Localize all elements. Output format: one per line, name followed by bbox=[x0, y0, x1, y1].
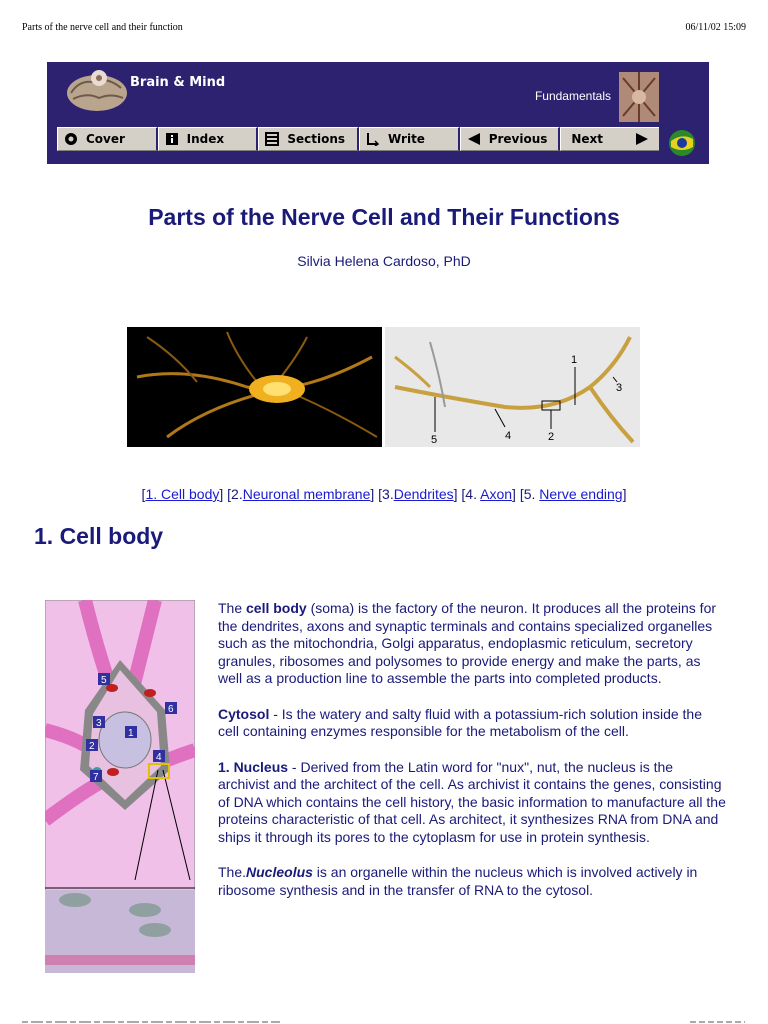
diagram-label-5: 5 bbox=[431, 434, 438, 446]
figure-label-5: 5 bbox=[101, 675, 107, 686]
paragraph-cell-body bbox=[218, 600, 726, 688]
cover-icon bbox=[64, 132, 78, 146]
paragraph-nucleus bbox=[218, 759, 726, 847]
print-header bbox=[22, 22, 746, 36]
arrow-left-icon bbox=[467, 132, 481, 146]
brand-title: Brain & Mind bbox=[130, 75, 226, 90]
neuron-diagram bbox=[385, 327, 640, 447]
page-title: Parts of the Nerve Cell and Their Functions bbox=[148, 204, 620, 230]
toc-text: [5. bbox=[519, 486, 540, 502]
toc-text: ] bbox=[370, 486, 379, 502]
section-label: Fundamentals bbox=[534, 89, 611, 103]
text: - Is the watery and salty fluid with a potassium-rich solution inside the cell containing enzymes responsible for the metabolism of the cell. bbox=[218, 705, 702, 739]
text: is an organelle within the nucleus which is involved actively in ribosome synthesis and in the transfer of RNA to the cytosol. bbox=[218, 864, 698, 898]
term-nucleus: 1. Nucleus bbox=[218, 758, 289, 775]
toc-link-nerve-ending[interactable]: Nerve ending bbox=[539, 486, 623, 502]
toc-text: ] bbox=[622, 486, 627, 502]
toc-text: ] bbox=[453, 486, 462, 502]
toc-text: [4. bbox=[461, 486, 481, 502]
nav-cover-label: Cover bbox=[86, 132, 125, 146]
figure-label-7: 7 bbox=[93, 772, 99, 783]
sections-icon bbox=[265, 132, 279, 146]
figure-label-2: 2 bbox=[89, 741, 95, 752]
nav-previous-button[interactable] bbox=[460, 127, 561, 151]
print-header-datetime: 06/11/02 15:09 bbox=[685, 22, 746, 33]
author-name: Silvia Helena Cardoso, PhD bbox=[297, 253, 471, 269]
diagram-label-2: 2 bbox=[548, 431, 555, 443]
section-heading: 1. Cell body bbox=[34, 523, 164, 549]
paragraph-cytosol bbox=[218, 706, 726, 741]
toc-link-cell-body[interactable]: 1. Cell body bbox=[145, 486, 220, 502]
toc-text: ] bbox=[512, 486, 520, 502]
toc-text: [ bbox=[141, 486, 146, 502]
cell-body-figure bbox=[45, 600, 195, 973]
toc-link-neuronal-membrane[interactable]: Neuronal membrane bbox=[242, 486, 371, 502]
text: The. bbox=[218, 864, 247, 880]
article-body bbox=[218, 600, 726, 917]
table-of-contents bbox=[0, 486, 768, 502]
term-cytosol: Cytosol bbox=[218, 705, 270, 722]
nav-bar bbox=[57, 127, 659, 151]
neuron-photo bbox=[127, 327, 382, 447]
brain-logo-icon[interactable] bbox=[63, 68, 129, 114]
nav-write-label: Write bbox=[388, 132, 425, 146]
print-footer-cutoff bbox=[0, 1014, 768, 1024]
globe-icon[interactable] bbox=[668, 129, 696, 157]
info-icon bbox=[165, 132, 179, 146]
nav-index-button[interactable] bbox=[158, 127, 259, 151]
nav-write-button[interactable] bbox=[359, 127, 460, 151]
term-cell-body: cell body bbox=[246, 600, 307, 616]
nav-next-label: Next bbox=[571, 132, 604, 146]
toc-link-axon[interactable]: Axon bbox=[480, 486, 513, 502]
nav-index-label: Index bbox=[186, 132, 225, 146]
figure-label-1: 1 bbox=[128, 728, 134, 739]
figure-label-6: 6 bbox=[168, 704, 174, 715]
nav-cover-button[interactable] bbox=[57, 127, 158, 151]
toc-text: [3. bbox=[378, 486, 394, 502]
text: (soma) is the factory of the neuron. It produces all the proteins for the dendrites, axons and synaptic terminals and contains specialized organelles such as the mitochondria, Golgi apparatus, endoplasmic reticulum, secretory granules, ribosomes and polysomes to provide energy and make the parts, as well as a production line to assemble the parts into completed products. bbox=[218, 600, 717, 686]
diagram-label-1: 1 bbox=[571, 354, 578, 366]
figure-label-4: 4 bbox=[156, 752, 162, 763]
nav-next-button[interactable] bbox=[560, 127, 659, 151]
nav-sections-label: Sections bbox=[287, 132, 346, 146]
write-icon bbox=[366, 132, 380, 146]
toc-link-dendrites[interactable]: Dendrites bbox=[393, 486, 454, 502]
text: The bbox=[218, 600, 247, 616]
arrow-right-icon bbox=[635, 132, 649, 146]
nav-sections-button[interactable] bbox=[258, 127, 359, 151]
nav-previous-label: Previous bbox=[488, 132, 548, 146]
toc-text: [2. bbox=[227, 486, 243, 502]
diagram-label-3: 3 bbox=[616, 382, 623, 394]
paragraph-nucleolus bbox=[218, 864, 726, 899]
figure-label-3: 3 bbox=[96, 718, 102, 729]
term-nucleolus: Nucleolus bbox=[246, 864, 313, 880]
diagram-label-4: 4 bbox=[505, 430, 512, 442]
toc-text: ] bbox=[219, 486, 228, 502]
print-header-title: Parts of the nerve cell and their function bbox=[22, 22, 183, 33]
text: - Derived from the Latin word for "nux", nut, the nucleus is the archivist and the architect of the cell. As archivist it contains the genes, consisting of DNA which contains the cell history, the basic information to manufacture all the proteins characteristic of that cell. As architect, it synthesizes RNA from DNA and ships it through its pores to the cytoplasm for use in protein synthesis. bbox=[218, 758, 726, 845]
section-thumbnail-icon bbox=[619, 72, 659, 122]
site-banner bbox=[47, 62, 709, 164]
